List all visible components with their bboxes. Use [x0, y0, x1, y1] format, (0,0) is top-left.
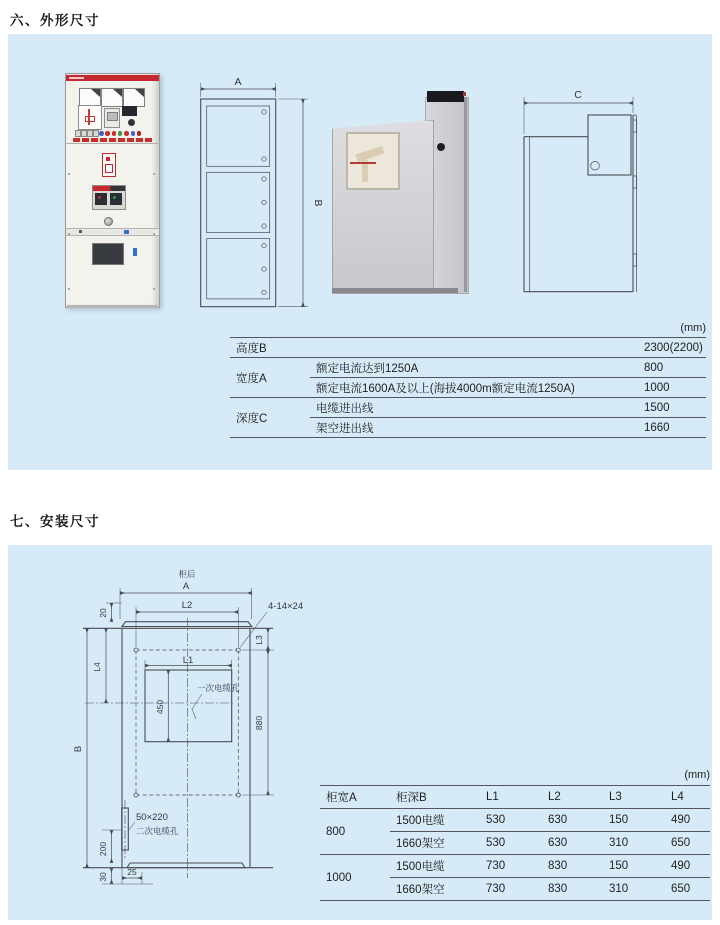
- inspection-window: [346, 132, 400, 190]
- table-row: [230, 358, 706, 378]
- install-dimension-lines: [87, 588, 274, 884]
- cell-l1: 530: [480, 809, 542, 832]
- screw: [68, 173, 70, 175]
- meter-glass: [91, 89, 100, 97]
- outline-dimensions-table: [230, 337, 706, 438]
- cell-l4: 650: [665, 832, 710, 855]
- cell-l3: 150: [603, 809, 665, 832]
- side-dimension-drawing: [505, 82, 670, 312]
- vent-window: [92, 243, 124, 265]
- meter-glass: [135, 89, 144, 97]
- indicator-light: [118, 131, 123, 136]
- dim-20: 20: [98, 608, 108, 618]
- dim-l1: L1: [182, 655, 194, 666]
- dim-l3: L3: [254, 635, 264, 645]
- front-dimension-lines: [201, 83, 308, 307]
- dim-b: B: [73, 745, 84, 753]
- col-header: L4: [665, 786, 710, 809]
- relay-screen: [107, 112, 118, 121]
- table-row: [320, 855, 710, 878]
- dim-l4: L4: [92, 662, 102, 672]
- door-divider: [65, 143, 160, 144]
- indicator-light: [124, 131, 129, 136]
- install-panel: [8, 545, 712, 920]
- cap-mark: [463, 92, 466, 96]
- panel-knob: [437, 143, 445, 151]
- cell-l1: 530: [480, 832, 542, 855]
- cell-l2: 830: [542, 855, 603, 878]
- row-value: 1500: [638, 398, 706, 418]
- panel-base: [332, 288, 458, 293]
- cabinet-depth: 1500电缆: [390, 855, 480, 878]
- table-row: [230, 398, 706, 418]
- cell-l3: 310: [603, 878, 665, 901]
- cell-l3: 310: [603, 832, 665, 855]
- indicator-light: [131, 131, 136, 136]
- mounting-holes-label: 4-14×24: [268, 601, 304, 612]
- screw: [68, 233, 70, 235]
- cell-l4: 650: [665, 878, 710, 901]
- row-desc: 额定电流达到1250A: [310, 358, 638, 378]
- cabinet-photo: [65, 73, 160, 308]
- latch-dot: [79, 230, 82, 233]
- unit-label: (mm): [680, 322, 706, 334]
- relay-display: [104, 108, 120, 128]
- dim-30: 30: [98, 872, 108, 882]
- row-desc: 架空进出线: [310, 418, 638, 438]
- side-panel-photo: [330, 90, 468, 294]
- indicator-light: [99, 131, 104, 136]
- insulator: [355, 146, 384, 162]
- dim-label-a: A: [234, 76, 242, 88]
- top-cap: [427, 91, 464, 102]
- breaker-window: [110, 193, 122, 205]
- row-label: 深度C: [230, 398, 310, 438]
- breaker-panel: [92, 185, 126, 210]
- breaker-header: [93, 186, 125, 191]
- row-label: 高度B: [230, 338, 310, 358]
- mimic-diagram-panel: [78, 105, 102, 130]
- secondary-cable-hole-label: 二次电缆孔: [136, 826, 179, 836]
- cabinet-width: 1000: [320, 855, 390, 901]
- blue-handle: [133, 248, 137, 256]
- indicator-light: [105, 131, 110, 136]
- dim-a: A: [182, 581, 190, 592]
- col-header: L2: [542, 786, 603, 809]
- table-header-row: [320, 786, 710, 809]
- dim-200: 200: [98, 841, 108, 857]
- dim-l2: L2: [181, 600, 193, 611]
- panel-edge: [464, 97, 467, 292]
- indicator-light: [112, 131, 117, 136]
- cell-l4: 490: [665, 855, 710, 878]
- col-header: 柜深B: [390, 786, 480, 809]
- mimic-symbol: [85, 116, 95, 122]
- screw: [153, 173, 155, 175]
- red-bar: [350, 162, 376, 164]
- row-desc: 额定电流1600A及以上(海拔4000m额定电流1250A): [310, 378, 638, 398]
- front-outline: [201, 99, 276, 307]
- col-header: L1: [480, 786, 542, 809]
- dim-450: 450: [155, 699, 165, 715]
- dim-label-c: C: [574, 89, 582, 101]
- section-install-title: 七、安装尺寸: [10, 514, 100, 529]
- table-row: [230, 338, 706, 358]
- install-dimensions-table: [320, 785, 710, 901]
- row-value: 800: [638, 358, 706, 378]
- rear-label: 柜后: [178, 569, 196, 579]
- installation-drawing: [65, 556, 320, 896]
- front-dimension-drawing: [185, 62, 325, 322]
- door-knob: [104, 217, 113, 226]
- nameplate-text-mark: [69, 77, 84, 79]
- control-switch: [128, 119, 135, 126]
- row-desc: 电缆进出线: [310, 398, 638, 418]
- outline-panel: [8, 34, 712, 470]
- primary-cable-hole-label: 一次电缆孔: [197, 683, 240, 693]
- section-outline-title: 六、外形尺寸: [10, 13, 100, 28]
- screw: [68, 288, 70, 290]
- cell-l1: 730: [480, 855, 542, 878]
- unit-label: (mm): [684, 769, 710, 781]
- cell-l2: 830: [542, 878, 603, 901]
- warning-glyph: [105, 164, 113, 173]
- cabinet-depth: 1660架空: [390, 832, 480, 855]
- row-value: 1660: [638, 418, 706, 438]
- dim-label-b: B: [312, 199, 324, 207]
- row-desc: [310, 338, 638, 358]
- cabinet-width: 800: [320, 809, 390, 855]
- screw: [153, 233, 155, 235]
- meter-display: [123, 88, 145, 107]
- cabinet-depth: 1500电缆: [390, 809, 480, 832]
- screw: [153, 288, 155, 290]
- meter-display: [101, 88, 123, 107]
- dim-25: 25: [127, 867, 137, 877]
- side-outline: [524, 115, 637, 292]
- indicator-window: [122, 106, 137, 116]
- warning-label: [102, 153, 116, 177]
- row-value: 1000: [638, 378, 706, 398]
- breaker-window: [95, 193, 107, 205]
- warning-glyph: [106, 157, 110, 161]
- cell-l2: 630: [542, 832, 603, 855]
- breaker-led: [113, 196, 116, 199]
- dim-880: 880: [254, 715, 264, 731]
- row-value: 2300(2200): [638, 338, 706, 358]
- cell-l3: 150: [603, 855, 665, 878]
- col-header: L3: [603, 786, 665, 809]
- row-label: 宽度A: [230, 358, 310, 398]
- cabinet-nameplate-band: [66, 75, 159, 81]
- blue-latch: [124, 230, 129, 234]
- meter-glass: [113, 89, 122, 97]
- cell-l1: 730: [480, 878, 542, 901]
- slot-size-label: 50×220: [136, 812, 168, 823]
- breaker-led: [98, 196, 101, 199]
- cabinet-base: [67, 305, 158, 308]
- cabinet-depth: 1660架空: [390, 878, 480, 901]
- indicator-light: [137, 131, 142, 136]
- col-header: 柜宽A: [320, 786, 390, 809]
- cell-l2: 630: [542, 809, 603, 832]
- label-strip: [73, 138, 152, 142]
- table-row: [320, 809, 710, 832]
- cell-l4: 490: [665, 809, 710, 832]
